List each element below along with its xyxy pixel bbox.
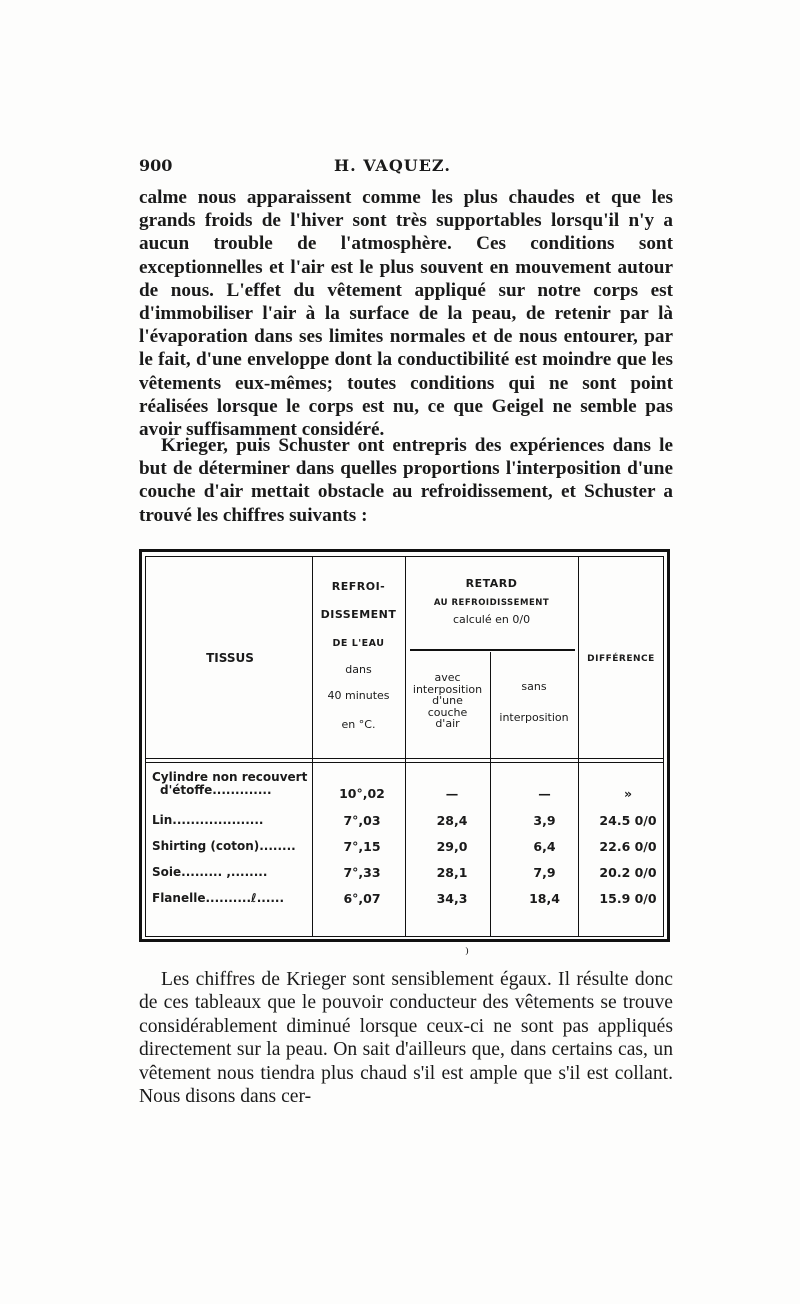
table-row [152, 771, 664, 801]
paragraph-1: calme nous apparaissent comme les plus chaudes et que les grands froids de l'hiver sont très supportables lorsqu'il n'y a aucun trouble de l'atmosphère. Ces conditions sont exceptionnelles et l'air est le plus souvent en mouvement autour de nous. L'effet du vêtement appliqué sur notre corps est d'immobiliser l'air à la surface de la peau, de retenir par là l'évaporation dans ses limites normales et de nous entourer, par le fait, d'une enveloppe dont la conductibilité est moindre que les vêtements eux-mêmes; toutes conditions qui ne sont point réalisées lorsque le corps est nu, ce que Geigel ne semble pas avoir suffisamment considéré. [139, 187, 673, 441]
header-avec [405, 672, 490, 730]
cell-refroi: 10°,02 [339, 786, 385, 801]
header-retard-2: AU REFROIDISSEMENT [433, 598, 550, 608]
table-header-rule [145, 762, 664, 763]
cell-sans: 18,4 [529, 891, 560, 906]
header-tissus: TISSUS [206, 651, 254, 665]
header-retard-3: calculé en 0/0 [452, 613, 531, 626]
header-refroi-4: dans [345, 663, 372, 676]
header-avec-2: interposition [412, 682, 483, 696]
row-label [152, 771, 312, 797]
cell-sans: 3,9 [533, 813, 556, 828]
cell-sans: 7,9 [533, 865, 556, 880]
cell-sans: — [538, 786, 551, 801]
cell-refroi: 7°,15 [343, 839, 381, 854]
header-avec-5: d'air [435, 717, 460, 730]
paragraph-3: Les chiffres de Krieger sont sensiblement égaux. Il résulte donc de ces tableaux que le pouvoir conducteur des vêtements se trouve considérablement diminué lorsque ceux-ci ne sont pas appliqués directement sur la peau. On sait d'ailleurs que, dans certains cas, un vêtement nous tiendra plus chaud s'il est ample que s'il est collant. Nous disons dans cer- [139, 969, 673, 1108]
row-label: Lin.................... [152, 813, 264, 827]
table-row [152, 891, 664, 913]
cell-refroi: 7°,03 [343, 813, 381, 828]
row-label: Shirting (coton)........ [152, 839, 296, 853]
page-header [139, 156, 679, 180]
table-row [152, 813, 664, 835]
cell-avec: — [445, 786, 459, 801]
row-label: Flanelle..........ℓ...... [152, 891, 285, 905]
header-avec-4: couche [427, 705, 468, 719]
row-label-line-1: Cylindre non recouvert [152, 770, 308, 784]
cell-refroi: 6°,07 [343, 891, 381, 906]
cell-diff: 24.5 0/0 [599, 813, 657, 828]
header-refroi-1: REFROI- [331, 580, 386, 593]
cell-avec: 28,4 [436, 813, 468, 828]
header-avec-1: avec [434, 671, 461, 684]
table-header-rule [145, 758, 664, 759]
row-label: Soie......... ,........ [152, 865, 268, 879]
row-label-line-2: d'étoffe............. [160, 783, 272, 797]
cell-diff: 15.9 0/0 [599, 891, 657, 906]
running-title: H. VAQUEZ. [334, 156, 451, 175]
paragraph-2: Krieger, puis Schuster ont entrepris des expériences dans le but de déterminer dans quelles proportions l'interposition d'une couche d'air mettait obstacle au refroidissement, et Schuster a trouvé les chiffres suivants : [139, 435, 673, 526]
cell-avec: 34,3 [436, 891, 468, 906]
header-difference: DIFFÉRENCE [587, 654, 655, 664]
cell-sans: 6,4 [533, 839, 556, 854]
cell-refroi: 7°,33 [343, 865, 381, 880]
header-refroi-2: DISSEMENT [320, 608, 397, 621]
cell-diff: 22.6 0/0 [599, 839, 657, 854]
header-sans-2: interposition [499, 711, 569, 724]
retard-underline [410, 649, 575, 651]
header-avec-3: d'une [432, 694, 463, 707]
table-row [152, 865, 664, 887]
header-sans-1: sans [521, 680, 547, 693]
header-refroi-3: DE L'EAU [332, 638, 385, 649]
header-refroi-6: en °C. [341, 718, 376, 731]
cell-diff: » [623, 786, 633, 801]
cell-avec: 28,1 [436, 865, 468, 880]
header-refroi-5: 40 minutes [327, 689, 390, 702]
page-number: 900 [139, 156, 173, 175]
stray-mark: ⁾ [465, 944, 469, 963]
cell-diff: 20.2 0/0 [599, 865, 657, 880]
cell-avec: 29,0 [436, 839, 468, 854]
header-retard-1: RETARD [465, 577, 518, 590]
table-row [152, 839, 664, 861]
